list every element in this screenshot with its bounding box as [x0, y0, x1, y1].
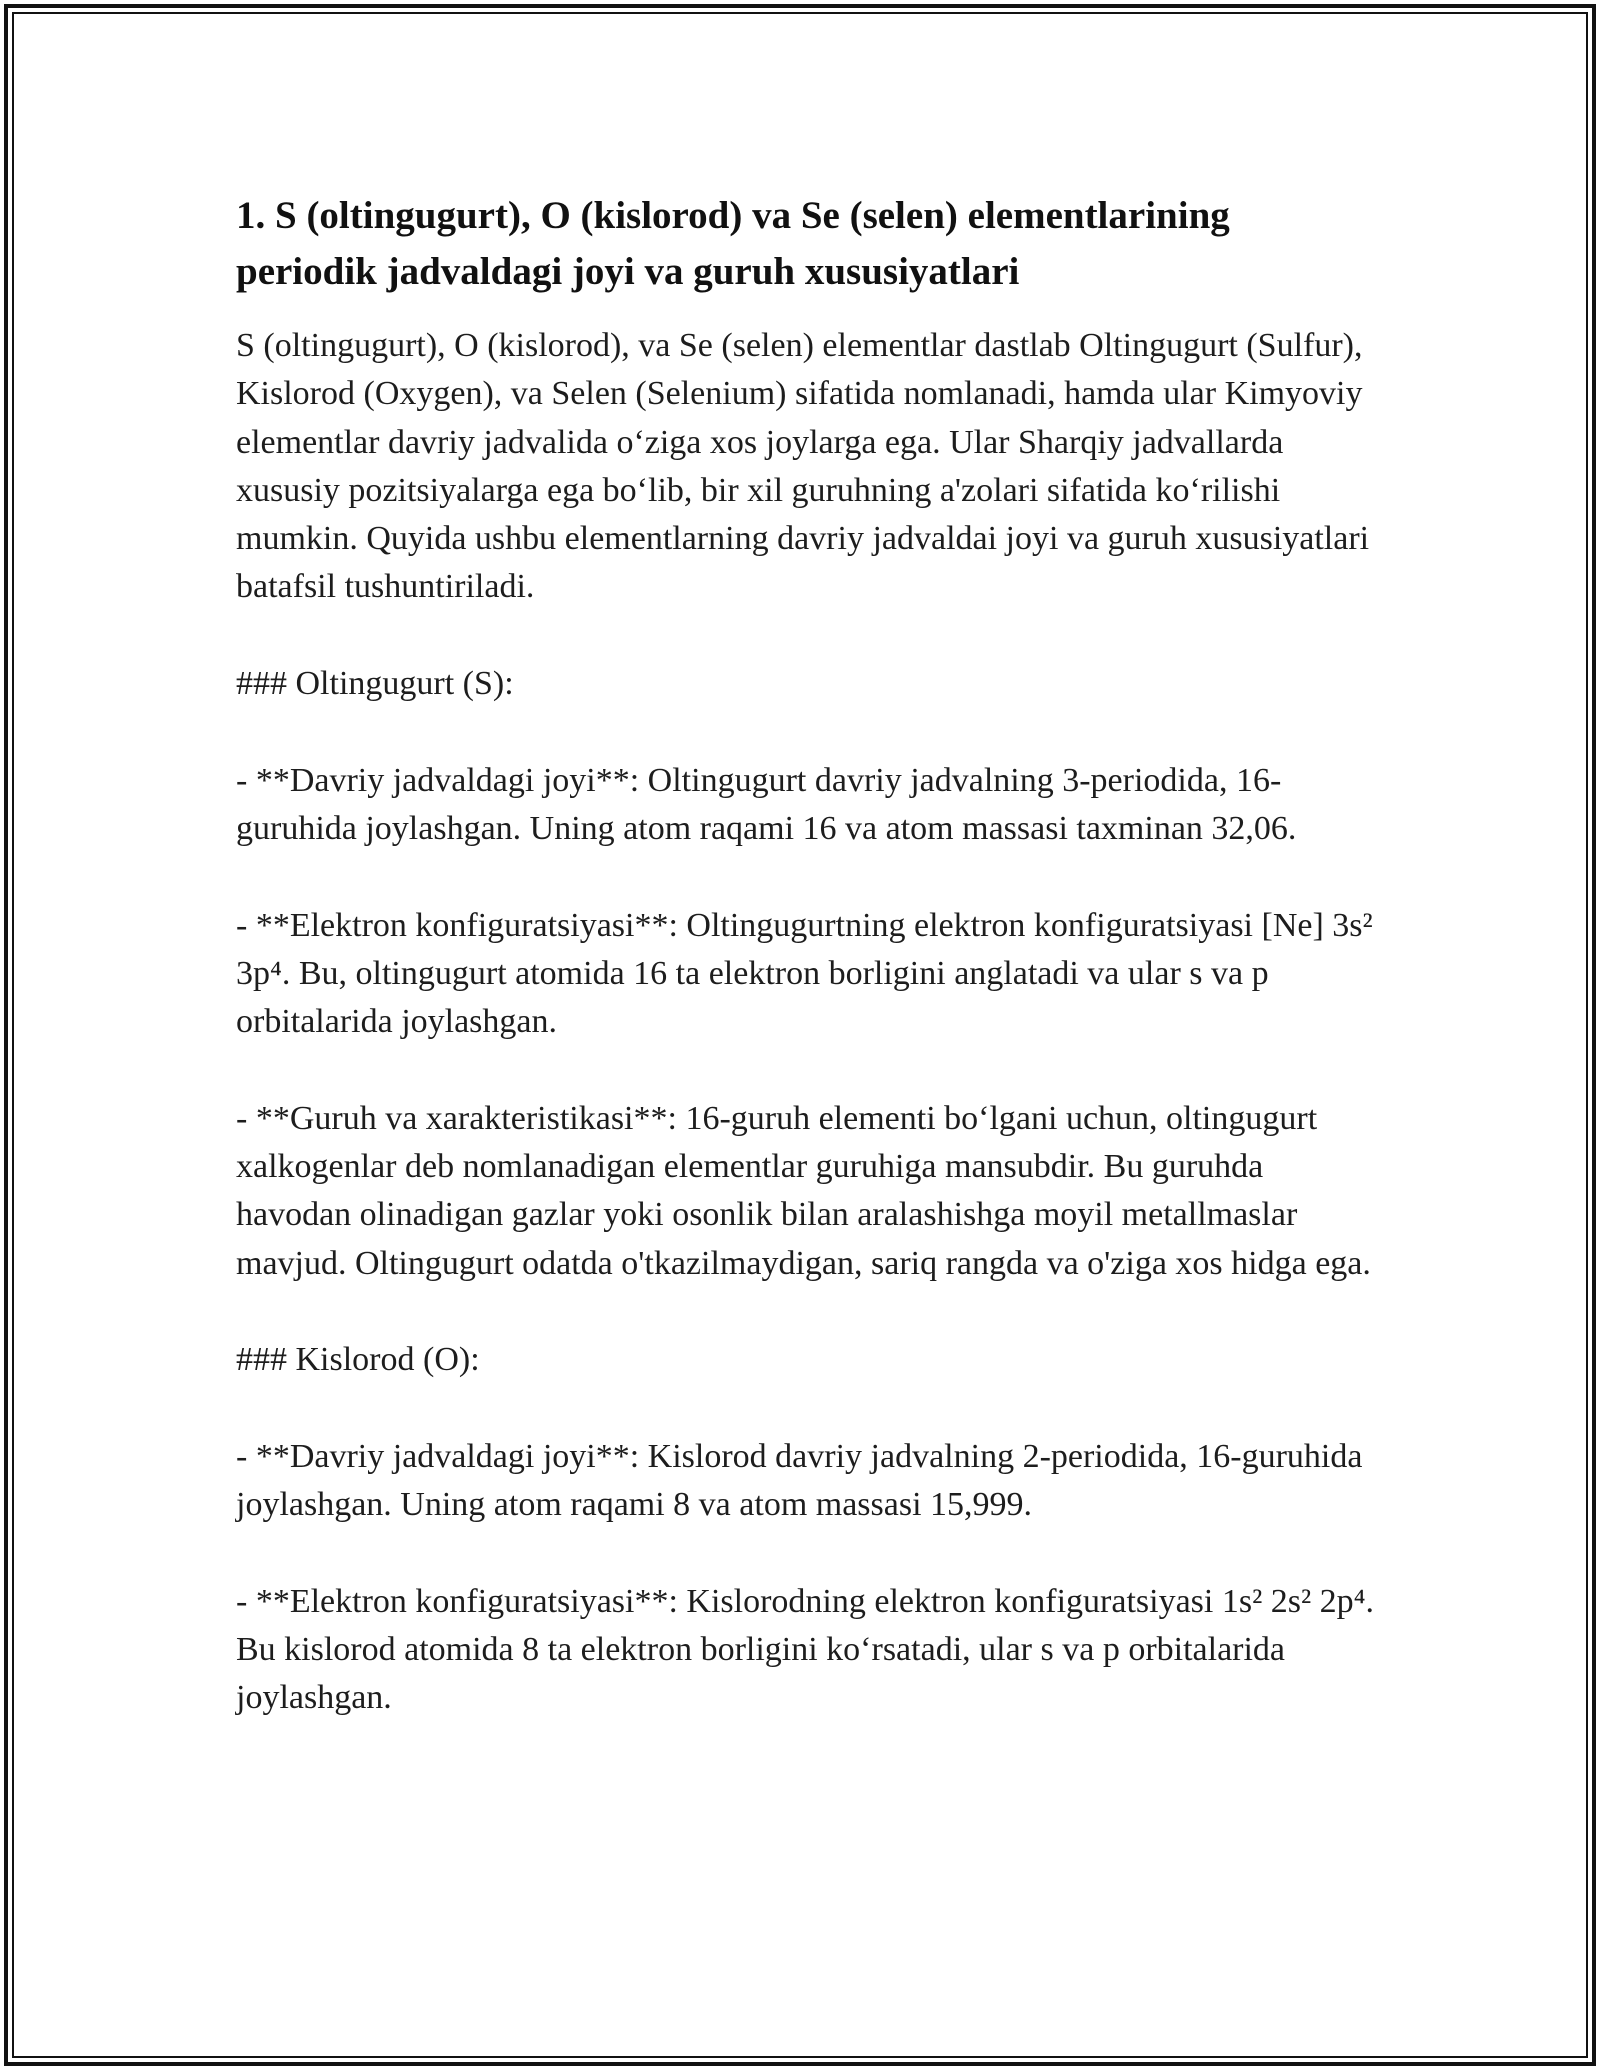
document-title: 1. S (oltingugurt), O (kislorod) va Se (selen) elementlarining periodik jadvaldagi joyi va guruh xususiyatlari	[236, 194, 1230, 293]
oxygen-config-paragraph: - **Elektron konfiguratsiyasi**: Kislorodning elektron konfiguratsiyasi 1s² 2s² 2p⁴. Bu kislorod atomida 8 ta elektron borligini ko‘rsatadi, ular s va p orbitalarida joylashgan.	[236, 1582, 1375, 1717]
document-body	[236, 188, 1376, 1723]
intro-paragraph: S (oltingugurt), O (kislorod), va Se (selen) elementlar dastlab Oltingugurt (Sulfur), Kislorod (Oxygen), va Selen (Selenium) sifatida nomlanadi, hamda ular Kimyoviy elementlar davriy jadvalida o‘ziga xos joylarga ega. Ular Sharqiy jadvallarda xususiy pozitsiyalarga ega bo‘lib, bir xil guruhning a'zolari sifatida ko‘rilishi mumkin. Quyida ushbu elementlarning davriy jadvaldai joyi va guruh xususiyatlari batafsil tushuntiriladi.	[236, 327, 1370, 606]
oxygen-position-paragraph: - **Davriy jadvaldagi joyi**: Kislorod davriy jadvalning 2-periodida, 16-guruhida joylashgan. Uning atom raqami 8 va atom massasi 15,999.	[236, 1437, 1363, 1524]
oxygen-heading: ### Kislorod (O):	[236, 1341, 480, 1379]
sulfur-position-paragraph: - **Davriy jadvaldagi joyi**: Oltingugurt davriy jadvalning 3-periodida, 16-guruhida joylashgan. Uning atom raqami 16 va atom massasi taxminan 32,06.	[236, 761, 1297, 847]
sulfur-config-paragraph: - **Elektron konfiguratsiyasi**: Oltingugurtning elektron konfiguratsiyasi [Ne] 3s² 3p⁴. Bu, oltingugurt atomida 16 ta elektron borligini anglatadi va ular s va p orbitalarida joylashgan.	[236, 906, 1373, 1041]
sulfur-heading: ### Oltingugurt (S):	[236, 665, 514, 703]
sulfur-group-paragraph: - **Guruh va xarakteristikasi**: 16-guruh elementi bo‘lgani uchun, oltingugurt xalkogenlar deb nomlanadigan elementlar guruhiga mansubdir. Bu guruhda havodan olinadigan gazlar yoki osonlik bilan aralashishga moyil metallmaslar mavjud. Oltingugurt odatda o'tkazilmaydigan, sariq rangda va o'ziga xos hidga ega.	[236, 1099, 1371, 1282]
